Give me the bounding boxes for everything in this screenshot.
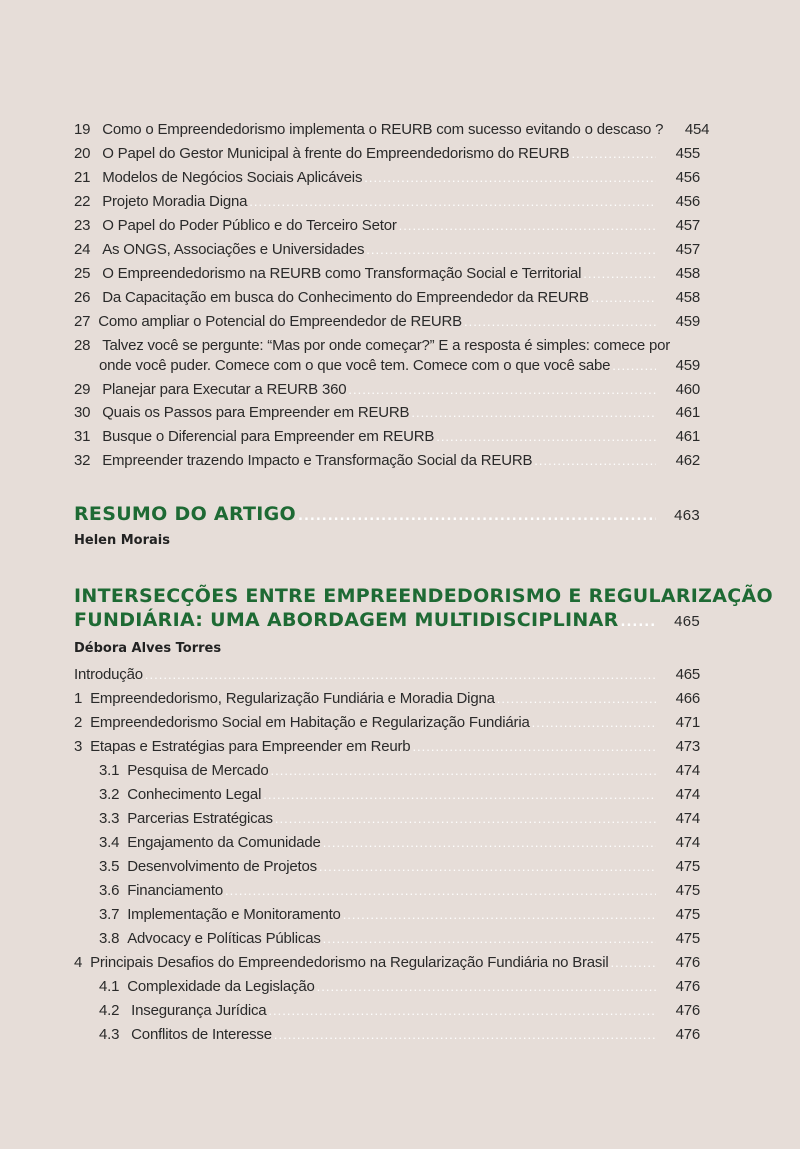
entry-page: 466 <box>675 690 700 707</box>
entry-page: 475 <box>675 930 700 947</box>
dot-leader <box>571 147 656 160</box>
section-author: Débora Alves Torres <box>74 641 222 656</box>
entry-number: 23 <box>74 217 91 234</box>
section-title: RESUMO DO ARTIGO <box>74 503 296 525</box>
dot-leader <box>298 510 656 523</box>
dot-leader <box>436 430 656 443</box>
entry-page: 465 <box>675 666 700 683</box>
entry-number: 1 <box>74 690 83 707</box>
entry-number: 3.3 <box>99 810 120 827</box>
entry-title: Etapas e Estratégias para Empreender em Reurb <box>90 738 411 755</box>
dot-leader <box>412 740 656 753</box>
dot-leader <box>591 291 656 304</box>
entry-title: Pesquisa de Mercado <box>127 762 269 779</box>
toc-entry[interactable] <box>74 169 700 193</box>
entry-number: 19 <box>74 121 91 138</box>
entry-title: Desenvolvimento de Projetos <box>127 858 317 875</box>
entry-page: 456 <box>675 193 700 210</box>
toc-entry[interactable] <box>74 313 700 337</box>
entry-page: 476 <box>675 1026 700 1043</box>
entry-page: 474 <box>675 762 700 779</box>
toc-entry[interactable] <box>74 452 700 476</box>
entry-title: O Papel do Poder Público e do Terceiro Setor <box>102 217 397 234</box>
toc-entry[interactable] <box>74 404 700 428</box>
toc-entry[interactable] <box>74 217 700 241</box>
entry-page: 461 <box>675 404 700 421</box>
toc-entry[interactable] <box>74 337 700 381</box>
entry-number: 20 <box>74 145 91 162</box>
entry-number: 29 <box>74 381 91 398</box>
entry-number: 2 <box>74 714 83 731</box>
entry-number: 22 <box>74 193 91 210</box>
entry-number: 4.2 <box>99 1002 120 1019</box>
dot-leader <box>411 406 656 419</box>
entry-title: Projeto Moradia Digna <box>102 193 248 210</box>
entry-page: 459 <box>675 357 700 374</box>
entry-title: Conflitos de Interesse <box>131 1026 272 1043</box>
entry-page: 462 <box>675 452 700 469</box>
toc-subentry[interactable] <box>74 1026 700 1050</box>
section-heading-resumo[interactable] <box>74 505 700 531</box>
dot-leader <box>464 315 656 328</box>
entry-number: 4.1 <box>99 978 120 995</box>
section-page: 465 <box>674 613 700 630</box>
entry-page: 474 <box>675 834 700 851</box>
dot-leader <box>621 616 656 629</box>
toc-subentry[interactable] <box>74 978 700 1002</box>
toc-subentry[interactable] <box>74 906 700 930</box>
entry-page: 455 <box>675 145 700 162</box>
dot-leader <box>532 716 656 729</box>
dot-leader <box>274 1028 656 1041</box>
toc-entry[interactable] <box>74 241 700 265</box>
entry-number: 3.1 <box>99 762 120 779</box>
dot-leader <box>611 956 657 969</box>
toc-entry[interactable] <box>74 145 700 169</box>
entry-number: 30 <box>74 404 91 421</box>
toc-entry[interactable] <box>74 289 700 313</box>
dot-leader <box>249 195 656 208</box>
entry-number: 27 <box>74 313 91 330</box>
entry-page: 476 <box>675 1002 700 1019</box>
entry-page: 474 <box>675 786 700 803</box>
entry-title: Talvez você se pergunte: “Mas por onde começar?” E a resposta é simples: comece por <box>102 337 671 354</box>
toc-subentry[interactable] <box>74 786 700 810</box>
toc-entry[interactable] <box>74 265 700 289</box>
toc-subentry[interactable] <box>74 834 700 858</box>
entry-page: 461 <box>675 428 700 445</box>
toc-subentry[interactable] <box>74 1002 700 1026</box>
entry-title: Empreendedorismo Social em Habitação e Regularização Fundiária <box>90 714 530 731</box>
entry-number: 3.8 <box>99 930 120 947</box>
entry-title: Implementação e Monitoramento <box>127 906 341 923</box>
section-heading-interseccoes[interactable] <box>74 585 773 637</box>
entry-number: 4.3 <box>99 1026 120 1043</box>
entry-number: 25 <box>74 265 91 282</box>
dot-leader <box>534 454 656 467</box>
entry-number: 31 <box>74 428 91 445</box>
entry-title: As ONGS, Associações e Universidades <box>102 241 365 258</box>
entry-page: 459 <box>675 313 700 330</box>
toc-entry[interactable] <box>74 738 700 762</box>
entry-page: 454 <box>684 121 710 138</box>
entry-number: 3.7 <box>99 906 120 923</box>
entry-number: 24 <box>74 241 91 258</box>
entry-title: Advocacy e Políticas Públicas <box>127 930 321 947</box>
toc-subentry[interactable] <box>74 762 700 786</box>
dot-leader <box>317 980 656 993</box>
entry-title: Quais os Passos para Empreender em REURB <box>102 404 410 421</box>
entry-page: 476 <box>675 978 700 995</box>
entry-title: Introdução <box>74 666 143 683</box>
entry-page: 457 <box>675 217 700 234</box>
toc-entry[interactable] <box>74 666 700 690</box>
toc-subentry[interactable] <box>74 810 700 834</box>
dot-leader <box>364 171 656 184</box>
toc-subentry[interactable] <box>74 930 700 954</box>
toc-subentry[interactable] <box>74 882 700 906</box>
dot-leader <box>399 219 656 232</box>
entry-title: Modelos de Negócios Sociais Aplicáveis <box>102 169 363 186</box>
toc-subentry[interactable] <box>74 858 700 882</box>
entry-title: O Papel do Gestor Municipal à frente do Empreendedorismo do REURB <box>102 145 570 162</box>
entry-title: Engajamento da Comunidade <box>127 834 321 851</box>
dot-leader <box>225 884 656 897</box>
entry-title: Da Capacitação em busca do Conhecimento do Empreendedor da REURB <box>102 289 589 306</box>
dot-leader <box>583 267 656 280</box>
toc-entry[interactable] <box>74 121 710 145</box>
dot-leader <box>263 788 656 801</box>
dot-leader <box>612 359 656 372</box>
entry-page: 474 <box>675 810 700 827</box>
section-title-line2: FUNDIÁRIA: UMA ABORDAGEM MULTIDISCIPLINAR <box>74 609 619 631</box>
entry-number: 21 <box>74 169 91 186</box>
dot-leader <box>323 836 656 849</box>
entry-number: 26 <box>74 289 91 306</box>
dot-leader <box>348 383 656 396</box>
dot-leader <box>319 860 656 873</box>
entry-page: 456 <box>675 169 700 186</box>
toc-entry[interactable] <box>74 428 700 452</box>
section-author: Helen Morais <box>74 533 170 548</box>
entry-number: 28 <box>74 337 91 354</box>
entry-title: O Empreendedorismo na REURB como Transformação Social e Territorial <box>102 265 582 282</box>
entry-number: 32 <box>74 452 91 469</box>
entry-page: 471 <box>675 714 700 731</box>
entry-title: Como o Empreendedorismo implementa o REURB com sucesso evitando o descaso ? <box>102 121 664 138</box>
entry-title: Complexidade da Legislação <box>127 978 315 995</box>
section-title-line1: INTERSECÇÕES ENTRE EMPREENDEDORISMO E REGULARIZAÇÃO <box>74 585 773 607</box>
entry-page: 475 <box>675 882 700 899</box>
entry-number: 4 <box>74 954 83 971</box>
entry-title: Conhecimento Legal <box>127 786 262 803</box>
toc-entry[interactable] <box>74 690 700 714</box>
dot-leader <box>275 812 656 825</box>
entry-page: 473 <box>675 738 700 755</box>
entry-title: Empreendedorismo, Regularização Fundiária e Moradia Digna <box>90 690 495 707</box>
entry-title: Parcerias Estratégicas <box>127 810 273 827</box>
entry-title: Principais Desafios do Empreendedorismo na Regularização Fundiária no Brasil <box>90 954 609 971</box>
entry-number: 3.2 <box>99 786 120 803</box>
entry-page: 458 <box>675 265 700 282</box>
dot-leader <box>497 692 656 705</box>
entry-page: 476 <box>675 954 700 971</box>
entry-title: Busque o Diferencial para Empreender em REURB <box>102 428 435 445</box>
entry-title: Financiamento <box>127 882 223 899</box>
toc-entry[interactable] <box>74 193 700 217</box>
entry-title: Como ampliar o Potencial do Empreendedor de REURB <box>98 313 462 330</box>
entry-title: Empreender trazendo Impacto e Transformação Social da REURB <box>102 452 533 469</box>
toc-entry[interactable] <box>74 954 700 978</box>
entry-number: 3.5 <box>99 858 120 875</box>
dot-leader <box>323 932 656 945</box>
entry-number: 3 <box>74 738 83 755</box>
dot-leader <box>268 1004 656 1017</box>
entry-number: 3.4 <box>99 834 120 851</box>
entry-page: 457 <box>675 241 700 258</box>
entry-title: Insegurança Jurídica <box>131 1002 267 1019</box>
entry-title: Planejar para Executar a REURB 360 <box>102 381 347 398</box>
dot-leader <box>343 908 656 921</box>
toc-entry[interactable] <box>74 381 700 405</box>
dot-leader <box>366 243 656 256</box>
entry-page: 458 <box>675 289 700 306</box>
entry-page: 475 <box>675 906 700 923</box>
section-page: 463 <box>674 507 700 524</box>
toc-entry[interactable] <box>74 714 700 738</box>
dot-leader <box>145 668 656 681</box>
entry-number: 3.6 <box>99 882 120 899</box>
entry-title-continued: onde você puder. Comece com o que você tem. Comece com o que você sabe <box>99 357 611 374</box>
entry-page: 460 <box>675 381 700 398</box>
dot-leader <box>271 764 657 777</box>
entry-page: 475 <box>675 858 700 875</box>
